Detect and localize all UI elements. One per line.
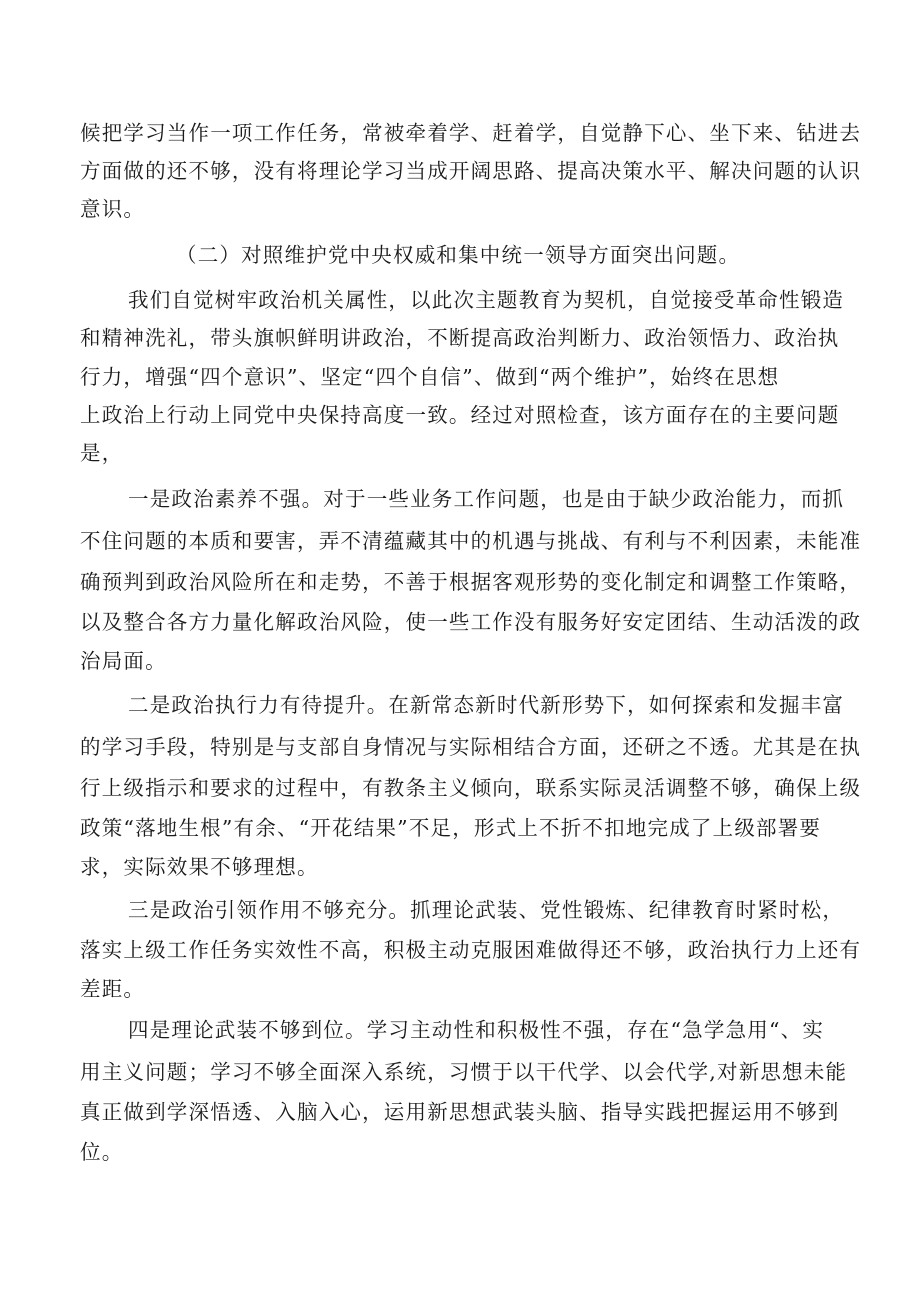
body-text-line: 不住问题的本质和要害，弄不清蕴藏其中的机遇与挑战、有利与不利因素，未能准 bbox=[80, 529, 862, 553]
body-text-line: 确预判到政治风险所在和走势，不善于根据客观形势的变化制定和调整工作策略， bbox=[80, 570, 862, 594]
body-text-line: 以及整合各方力量化解政治风险，使一些工作没有服务好安定团结、生动活泼的政 bbox=[80, 610, 862, 634]
body-text-line: 行上级指示和要求的过程中，有教条主义倾向，联系实际灵活调整不够，确保上级 bbox=[80, 776, 862, 800]
body-text-line: 四是理论武装不够到位。学习主动性和积极性不强，存在“急学急用“、实 bbox=[128, 1018, 825, 1042]
body-text-line: 一是政治素养不强。对于一些业务工作问题，也是由于缺少政治能力，而抓 bbox=[128, 487, 845, 511]
body-text-line: 是， bbox=[80, 441, 124, 465]
body-text-line: 落实上级工作任务实效性不高，积极主动克服困难做得还不够，政治执行力上还有 bbox=[80, 938, 862, 962]
body-text-line: 求，实际效果不够理想。 bbox=[80, 855, 319, 879]
body-text-line: 和精神洗礼，带头旗帜鲜明讲政治，不断提高政治判断力、政治领悟力、政治执 bbox=[80, 326, 840, 350]
body-text-line: 我们自觉树牢政治机关属性，以此次主题教育为契机，自觉接受革命性锻造 bbox=[128, 288, 845, 312]
body-text-line: 治局面。 bbox=[80, 649, 167, 673]
body-text-line: 方面做的还不够，没有将理论学习当成开阔思路、提高决策水平、解决问题的认识 bbox=[80, 159, 862, 183]
body-text-line: 二是政治执行力有待提升。在新常态新时代新形势下，如何探索和发掘丰富 bbox=[128, 693, 845, 717]
body-text-line: 位。 bbox=[80, 1140, 124, 1164]
body-text-line: 差距。 bbox=[80, 977, 146, 1001]
body-text-line: 三是政治引领作用不够充分。抓理论武装、党性锻炼、纪律教育时紧时松， bbox=[128, 898, 845, 922]
body-text-line: 意识。 bbox=[80, 197, 146, 221]
body-text-line: 真正做到学深悟透、入脑入心，运用新思想武装头脑、指导实践把握运用不够到 bbox=[80, 1100, 840, 1124]
body-text-line: 用主义问题；学习不够全面深入系统，习惯于以干代学、以会代学,对新思想未能 bbox=[80, 1060, 848, 1084]
section-heading: （二）对照维护党中央权威和集中统一领导方面突出问题。 bbox=[176, 243, 741, 267]
body-text-line: 政策“落地生根”有余、“开花结果”不足，形式上不折不扣地完成了上级部署要 bbox=[80, 816, 822, 840]
body-text-line: 的学习手段，特别是与支部自身情况与实际相结合方面，还研之不透。尤其是在执 bbox=[80, 735, 862, 759]
body-text-line: 上政治上行动上同党中央保持高度一致。经过对照检查，该方面存在的主要问题 bbox=[80, 403, 840, 427]
body-text-line: 行力，增强“四个意识”、坚定“四个自信”、做到“两个维护”，始终在思想 bbox=[80, 365, 780, 389]
body-text-line: 候把学习当作一项工作任务，常被牵着学、赶着学，自觉静下心、坐下来、钻进去 bbox=[80, 121, 862, 145]
